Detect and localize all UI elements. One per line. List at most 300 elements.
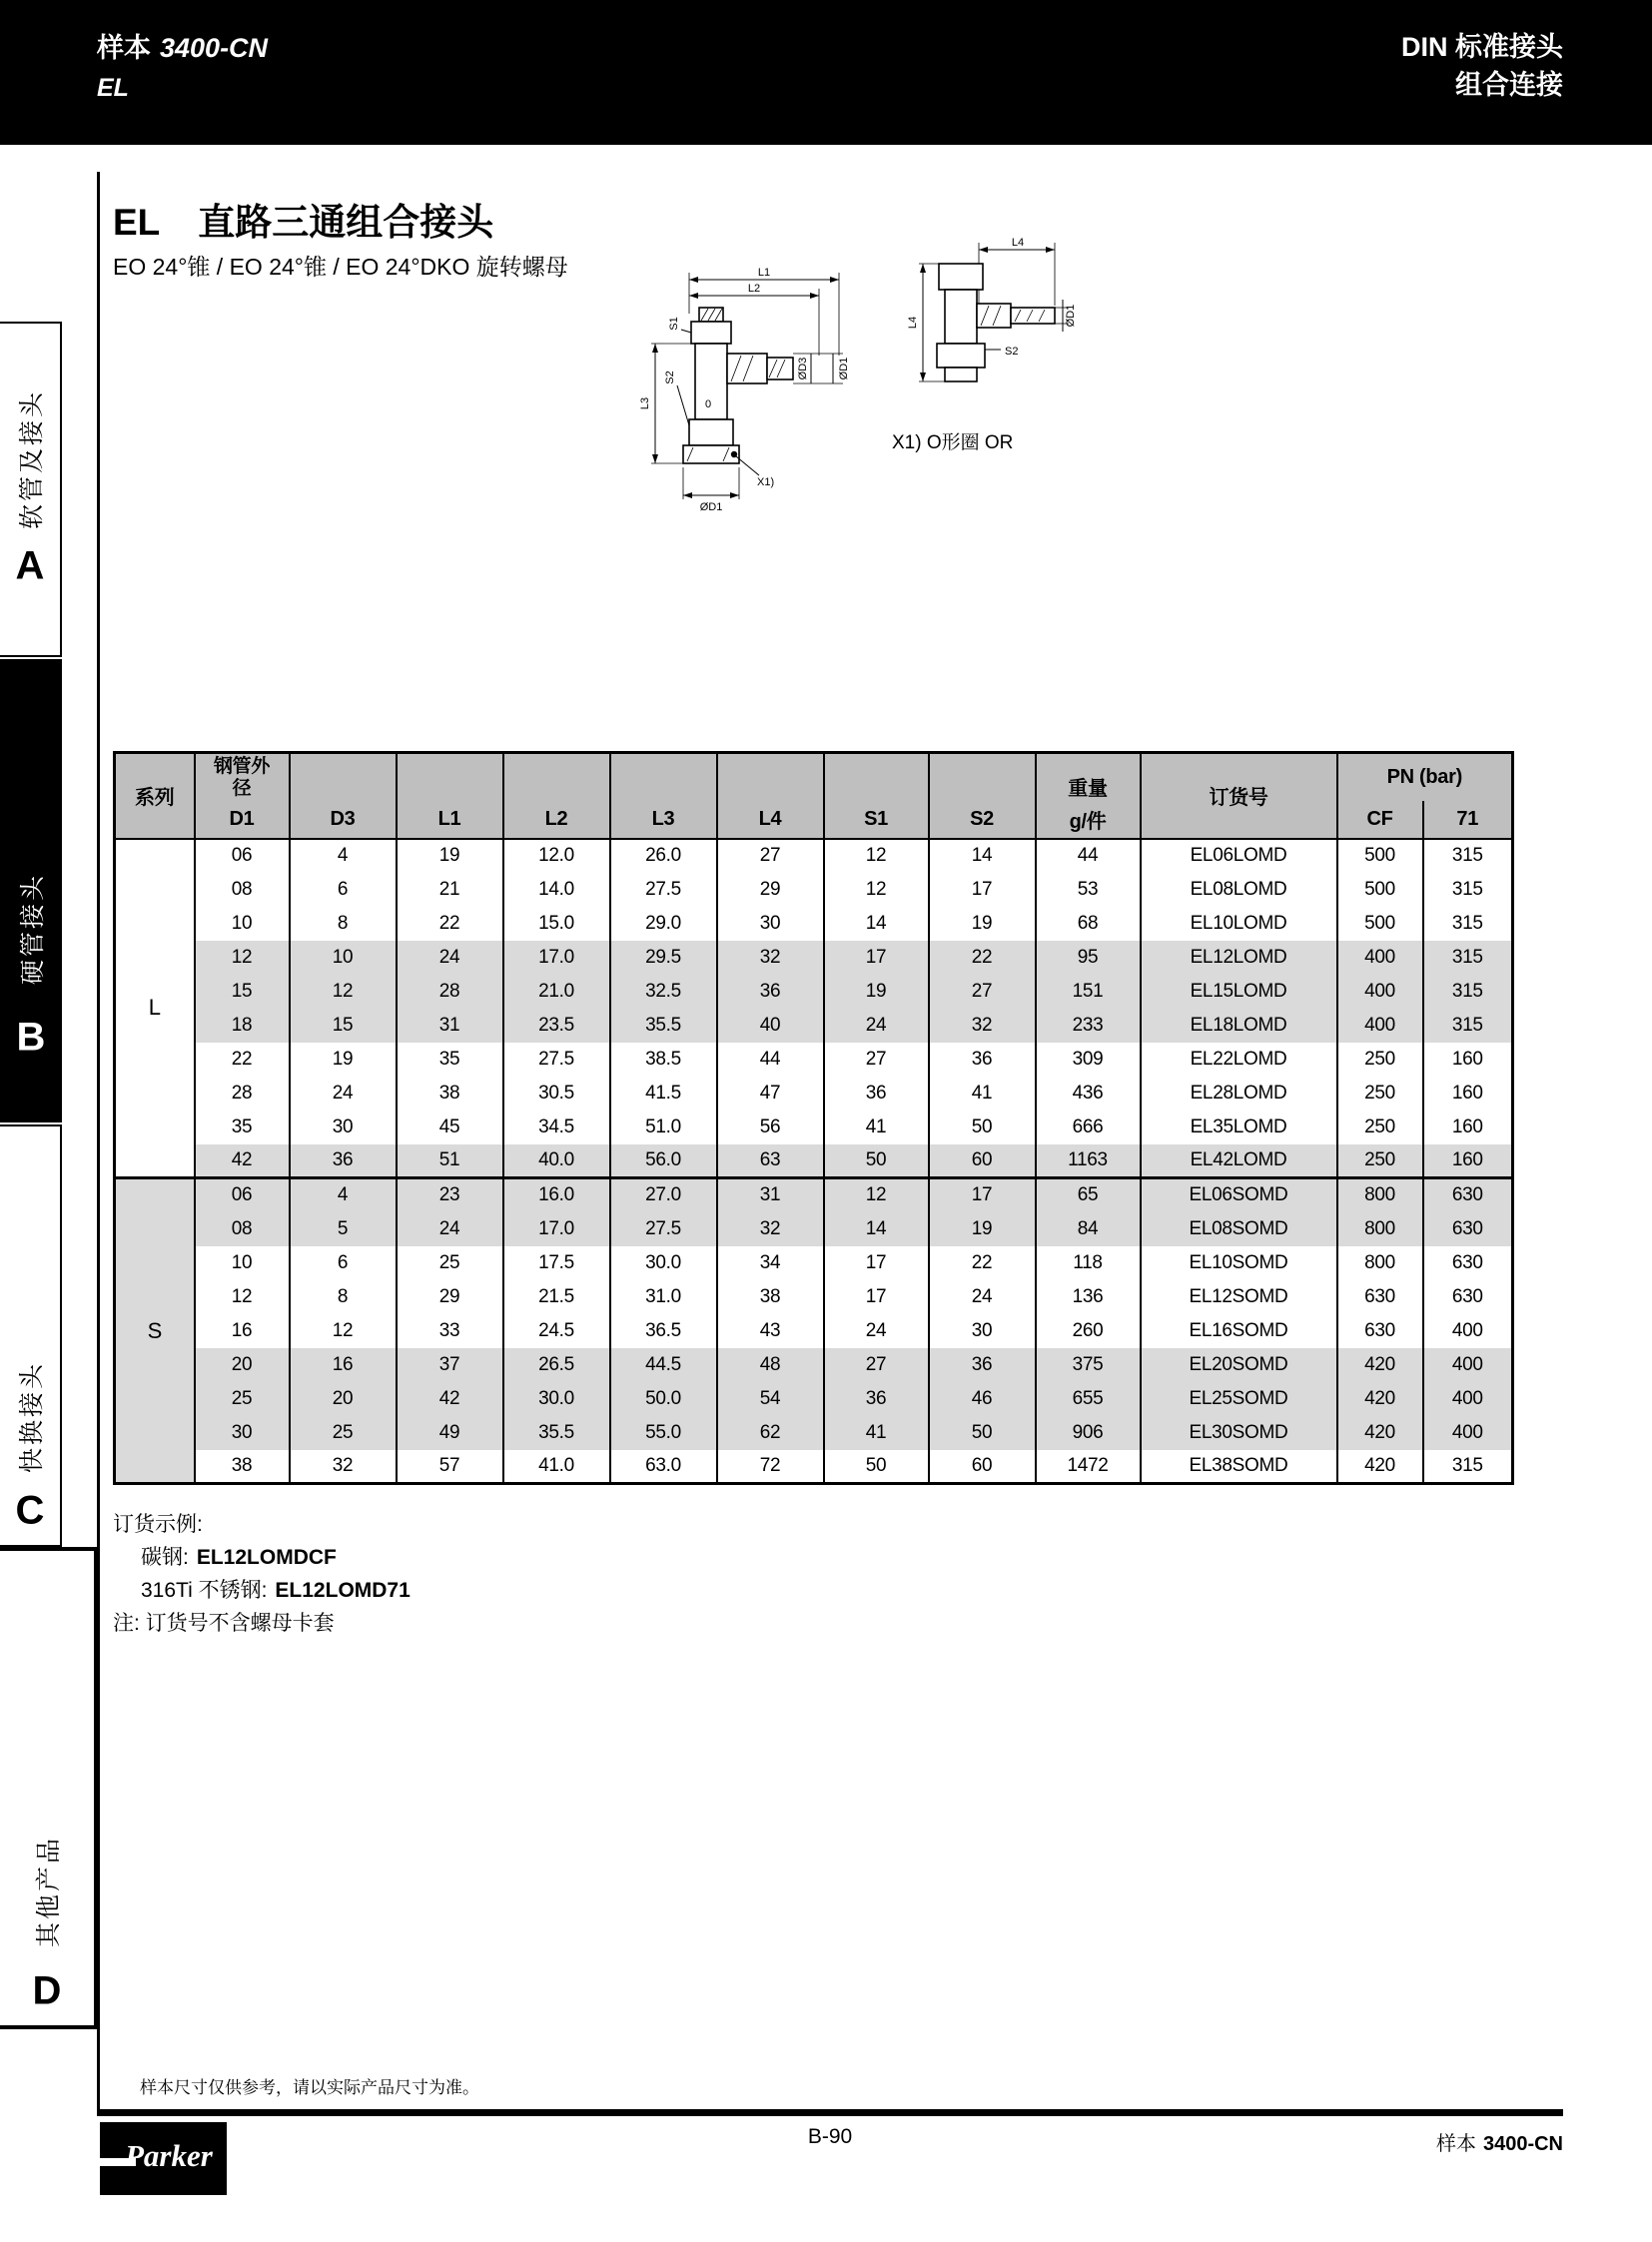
table-cell: 62 (717, 1416, 824, 1450)
part-number-cell: EL30SOMD (1141, 1416, 1337, 1450)
col-header-l3: L3 (610, 801, 717, 839)
dim-label-d3: ØD3 (797, 357, 809, 380)
table-cell: 160 (1423, 1111, 1513, 1144)
col-header-weight-unit: g/件 (1036, 801, 1141, 839)
table-row (115, 907, 1513, 941)
table-cell: 60 (929, 1450, 1036, 1484)
table-cell: 27 (717, 839, 824, 873)
table-cell: 65 (1036, 1178, 1141, 1212)
table-cell: 29 (397, 1280, 503, 1314)
ordering-remark: 注: 订货号不含螺母卡套 (113, 1612, 335, 1635)
table-cell: 12 (290, 975, 397, 1009)
table-cell: 17.0 (503, 941, 610, 975)
table-cell: 42 (195, 1144, 290, 1178)
table-cell: 630 (1423, 1280, 1513, 1314)
table-cell: 420 (1337, 1416, 1423, 1450)
table-cell: 20 (195, 1348, 290, 1382)
dim-label-l4-left: L4 (907, 316, 919, 330)
col-header-spacer (717, 753, 824, 801)
table-cell: 8 (290, 907, 397, 941)
table-cell: 44 (717, 1043, 824, 1077)
table-cell: 22 (929, 1246, 1036, 1280)
part-number-cell: EL22LOMD (1141, 1043, 1337, 1077)
table-cell: 1163 (1036, 1144, 1141, 1178)
table-cell: 43 (717, 1314, 824, 1348)
table-cell: 118 (1036, 1246, 1141, 1280)
part-number-cell: EL10LOMD (1141, 907, 1337, 941)
dim-label-d1-bottom: ØD1 (699, 501, 723, 512)
table-cell: 19 (824, 975, 929, 1009)
sidebar-tab-label: 快换接头 (18, 1360, 46, 1474)
table-cell: 20 (290, 1382, 397, 1416)
table-cell: 315 (1423, 1450, 1513, 1484)
table-cell: 36 (717, 975, 824, 1009)
table-cell: 10 (290, 941, 397, 975)
table-cell: 16 (290, 1348, 397, 1382)
table-row (115, 941, 1513, 975)
table-row (115, 839, 1513, 873)
table-cell: 21.5 (503, 1280, 610, 1314)
part-number-cell: EL08LOMD (1141, 873, 1337, 907)
table-row (115, 1077, 1513, 1111)
col-header-pn-cf: CF (1337, 801, 1423, 839)
col-header-spacer (610, 753, 717, 801)
table-cell: 53 (1036, 873, 1141, 907)
spec-table-body (115, 839, 1513, 1484)
table-cell: 27.5 (610, 1212, 717, 1246)
table-cell: 84 (1036, 1212, 1141, 1246)
table-cell: 32 (290, 1450, 397, 1484)
table-cell: 26.5 (503, 1348, 610, 1382)
header-right-line1: DIN 标准接头 (1401, 32, 1563, 62)
table-cell: 250 (1337, 1144, 1423, 1178)
table-cell: 24 (290, 1077, 397, 1111)
table-cell: 655 (1036, 1382, 1141, 1416)
table-cell: 68 (1036, 907, 1141, 941)
table-cell: 19 (397, 839, 503, 873)
table-cell: 630 (1337, 1280, 1423, 1314)
col-header-spacer (503, 753, 610, 801)
table-row (115, 1348, 1513, 1382)
table-cell: 30.5 (503, 1077, 610, 1111)
table-cell: 315 (1423, 975, 1513, 1009)
table-cell: 41.5 (610, 1077, 717, 1111)
table-cell: 315 (1423, 907, 1513, 941)
table-cell: 800 (1337, 1212, 1423, 1246)
table-cell: 32.5 (610, 975, 717, 1009)
part-number-cell: EL16SOMD (1141, 1314, 1337, 1348)
dim-label-l1: L1 (757, 268, 771, 279)
table-row (115, 1111, 1513, 1144)
footer-catalog-label: 样本 (1435, 2133, 1476, 2155)
part-number-cell: EL12SOMD (1141, 1280, 1337, 1314)
col-header-part-no: 订货号 (1141, 753, 1337, 839)
ordering-example-carbon (113, 1541, 411, 1574)
sidebar-tab-A (0, 322, 62, 657)
table-cell: 22 (397, 907, 503, 941)
table-cell: 22 (195, 1043, 290, 1077)
table-cell: 56.0 (610, 1144, 717, 1178)
table-cell: 160 (1423, 1043, 1513, 1077)
table-cell: 55.0 (610, 1416, 717, 1450)
table-cell: 250 (1337, 1111, 1423, 1144)
table-cell: 6 (290, 1246, 397, 1280)
table-cell: 16 (195, 1314, 290, 1348)
part-number-cell: EL18LOMD (1141, 1009, 1337, 1043)
table-cell: 38 (195, 1450, 290, 1484)
table-header-row-1 (115, 753, 1513, 801)
col-header-s2: S2 (929, 801, 1036, 839)
page-subtitle: EO 24°锥 / EO 24°锥 / EO 24°DKO 旋转螺母 (113, 254, 568, 280)
table-cell: 50 (824, 1450, 929, 1484)
table-cell: 17 (929, 873, 1036, 907)
table-cell: 500 (1337, 839, 1423, 873)
sidebar-tab-B (0, 659, 62, 1122)
table-cell: 42 (397, 1382, 503, 1416)
table-cell: 44.5 (610, 1348, 717, 1382)
table-cell: 17.5 (503, 1246, 610, 1280)
dim-label-s2: S2 (664, 371, 676, 384)
table-cell: 30 (929, 1314, 1036, 1348)
table-cell: 36 (929, 1043, 1036, 1077)
table-cell: 250 (1337, 1043, 1423, 1077)
table-cell: 16.0 (503, 1178, 610, 1212)
logo-text: Parker (125, 2138, 213, 2173)
table-cell: 375 (1036, 1348, 1141, 1382)
table-row (115, 1246, 1513, 1280)
table-cell: 436 (1036, 1077, 1141, 1111)
table-cell: 420 (1337, 1450, 1423, 1484)
ordering-example-title: 订货示例: (113, 1513, 203, 1536)
table-cell: 63.0 (610, 1450, 717, 1484)
sidebar-tab-label: 软管及接头 (18, 388, 46, 530)
table-cell: 41 (929, 1077, 1036, 1111)
table-cell: 800 (1337, 1178, 1423, 1212)
table-cell: 51.0 (610, 1111, 717, 1144)
table-cell: 400 (1423, 1348, 1513, 1382)
sidebar-tab-letter: D (32, 1968, 62, 2013)
carbon-steel-label: 碳钢: (141, 1546, 189, 1569)
table-cell: 46 (929, 1382, 1036, 1416)
part-number-cell: EL38SOMD (1141, 1450, 1337, 1484)
table-cell: 34 (717, 1246, 824, 1280)
main-fitting-drawing (611, 268, 861, 512)
table-cell: 315 (1423, 839, 1513, 873)
table-cell: 41 (824, 1111, 929, 1144)
table-cell: 08 (195, 1212, 290, 1246)
o-ring-caption: X1) O形圈 OR (892, 432, 1014, 453)
table-cell: 36.5 (610, 1314, 717, 1348)
table-cell: 309 (1036, 1043, 1141, 1077)
footer-catalog-code: 3400-CN (1482, 2133, 1563, 2155)
table-cell: 12 (195, 1280, 290, 1314)
catalog-code: 3400-CN (160, 33, 269, 63)
table-cell: 906 (1036, 1416, 1141, 1450)
table-cell: 14 (824, 907, 929, 941)
table-cell: 36 (824, 1382, 929, 1416)
table-cell: 12.0 (503, 839, 610, 873)
sidebar-tab-label: 硬管接头 (19, 872, 47, 986)
table-cell: 31 (717, 1178, 824, 1212)
table-cell: 38 (717, 1280, 824, 1314)
sidebar-tab-D (0, 1547, 98, 2029)
col-header-l2: L2 (503, 801, 610, 839)
sidebar-tab-C (0, 1124, 62, 1547)
table-cell: 8 (290, 1280, 397, 1314)
part-number-cell: EL20SOMD (1141, 1348, 1337, 1382)
table-cell: 45 (397, 1111, 503, 1144)
table-cell: 41.0 (503, 1450, 610, 1484)
carbon-steel-part: EL12LOMDCF (196, 1546, 337, 1569)
table-cell: 35 (195, 1111, 290, 1144)
catalog-label: 样本 (97, 33, 151, 63)
table-cell: 30 (717, 907, 824, 941)
table-cell: 24 (397, 1212, 503, 1246)
dim-label-s1: S1 (668, 317, 680, 331)
dim-label-l4-top: L4 (1011, 238, 1025, 249)
body-mark-zero: 0 (704, 398, 712, 410)
table-cell: 14 (929, 839, 1036, 873)
table-cell: 54 (717, 1382, 824, 1416)
part-number-cell: EL12LOMD (1141, 941, 1337, 975)
part-number-cell: EL08SOMD (1141, 1212, 1337, 1246)
table-row (115, 1280, 1513, 1314)
col-header-d3: D3 (290, 801, 397, 839)
table-cell: 420 (1337, 1382, 1423, 1416)
table-cell: 800 (1337, 1246, 1423, 1280)
table-cell: 12 (824, 1178, 929, 1212)
header-right-line2: 组合连接 (1455, 70, 1563, 100)
table-cell: 47 (717, 1077, 824, 1111)
series-cell-L: L (115, 839, 195, 1178)
table-cell: 21 (397, 873, 503, 907)
table-cell: 19 (929, 1212, 1036, 1246)
table-cell: 27 (929, 975, 1036, 1009)
dim-label-l2: L2 (747, 283, 761, 295)
footer-catalog (1436, 2127, 1563, 2156)
table-cell: 30.0 (610, 1246, 717, 1280)
table-cell: 22 (929, 941, 1036, 975)
header-left (97, 26, 268, 103)
table-cell: 15.0 (503, 907, 610, 941)
table-cell: 17.0 (503, 1212, 610, 1246)
table-cell: 27 (824, 1348, 929, 1382)
table-row (115, 975, 1513, 1009)
table-cell: 151 (1036, 975, 1141, 1009)
col-header-d1: D1 (195, 801, 290, 839)
table-cell: 23.5 (503, 1009, 610, 1043)
part-number-cell: EL25SOMD (1141, 1382, 1337, 1416)
table-cell: 06 (195, 1178, 290, 1212)
table-cell: 60 (929, 1144, 1036, 1178)
table-cell: 10 (195, 907, 290, 941)
model-code: EL (97, 74, 129, 102)
table-cell: 630 (1423, 1178, 1513, 1212)
table-cell: 27.5 (610, 873, 717, 907)
table-cell: 30.0 (503, 1382, 610, 1416)
col-header-spacer (929, 753, 1036, 801)
table-cell: 30 (195, 1416, 290, 1450)
table-cell: 28 (397, 975, 503, 1009)
table-cell: 57 (397, 1450, 503, 1484)
page-header (0, 0, 1652, 145)
table-cell: 400 (1423, 1382, 1513, 1416)
table-cell: 40.0 (503, 1144, 610, 1178)
table-row (115, 1009, 1513, 1043)
table-cell: 500 (1337, 873, 1423, 907)
table-cell: 420 (1337, 1348, 1423, 1382)
table-cell: 17 (824, 941, 929, 975)
table-cell: 12 (824, 873, 929, 907)
table-cell: 50 (929, 1111, 1036, 1144)
table-row (115, 1212, 1513, 1246)
table-cell: 48 (717, 1348, 824, 1382)
table-cell: 17 (929, 1178, 1036, 1212)
table-cell: 25 (290, 1416, 397, 1450)
table-cell: 17 (824, 1280, 929, 1314)
col-header-pn: PN (bar) (1337, 753, 1513, 801)
table-cell: 400 (1423, 1314, 1513, 1348)
table-cell: 23 (397, 1178, 503, 1212)
table-cell: 29.0 (610, 907, 717, 941)
table-cell: 400 (1337, 941, 1423, 975)
table-cell: 1472 (1036, 1450, 1141, 1484)
table-cell: 24 (824, 1009, 929, 1043)
table-row (115, 1043, 1513, 1077)
table-cell: 160 (1423, 1144, 1513, 1178)
table-cell: 44 (1036, 839, 1141, 873)
table-cell: 19 (929, 907, 1036, 941)
table-cell: 160 (1423, 1077, 1513, 1111)
table-cell: 32 (717, 941, 824, 975)
table-cell: 24.5 (503, 1314, 610, 1348)
table-cell: 630 (1423, 1246, 1513, 1280)
table-cell: 666 (1036, 1111, 1141, 1144)
table-cell: 51 (397, 1144, 503, 1178)
table-cell: 27 (824, 1043, 929, 1077)
table-cell: 17 (824, 1246, 929, 1280)
table-cell: 35.5 (610, 1009, 717, 1043)
catalog-title (97, 26, 268, 65)
title-name: 直路三通组合接头 (198, 202, 494, 243)
col-header-spacer (824, 753, 929, 801)
table-cell: 35.5 (503, 1416, 610, 1450)
table-cell: 37 (397, 1348, 503, 1382)
table-cell: 4 (290, 1178, 397, 1212)
table-cell: 40 (717, 1009, 824, 1043)
part-number-cell: EL42LOMD (1141, 1144, 1337, 1178)
col-header-tube-od: 钢管外径 (195, 753, 290, 801)
table-cell: 29.5 (610, 941, 717, 975)
ordering-notes (113, 1508, 411, 1640)
sidebar-tab-letter: A (15, 543, 45, 588)
table-cell: 630 (1423, 1212, 1513, 1246)
table-cell: 31.0 (610, 1280, 717, 1314)
table-cell: 19 (290, 1043, 397, 1077)
table-row (115, 1314, 1513, 1348)
footer-rule (97, 2109, 1563, 2116)
table-cell: 25 (397, 1246, 503, 1280)
part-number-cell: EL06LOMD (1141, 839, 1337, 873)
dim-label-s2-side: S2 (1005, 346, 1019, 358)
label-x1: X1) (757, 476, 775, 488)
col-header-weight: 重量 (1036, 753, 1141, 801)
dim-label-l3: L3 (639, 396, 651, 410)
table-cell: 315 (1423, 1009, 1513, 1043)
table-cell: 50.0 (610, 1382, 717, 1416)
table-cell: 36 (290, 1144, 397, 1178)
table-cell: 49 (397, 1416, 503, 1450)
table-cell: 32 (929, 1009, 1036, 1043)
title-code: EL (113, 202, 161, 243)
col-header-l4: L4 (717, 801, 824, 839)
table-cell: 136 (1036, 1280, 1141, 1314)
table-cell: 32 (717, 1212, 824, 1246)
table-cell: 27.0 (610, 1178, 717, 1212)
col-header-spacer (290, 753, 397, 801)
table-cell: 29 (717, 873, 824, 907)
table-cell: 260 (1036, 1314, 1141, 1348)
table-cell: 315 (1423, 941, 1513, 975)
table-cell: 30 (290, 1111, 397, 1144)
spec-table (113, 751, 1514, 1485)
table-cell: 12 (824, 839, 929, 873)
col-header-spacer (397, 753, 503, 801)
table-cell: 15 (290, 1009, 397, 1043)
table-cell: 38.5 (610, 1043, 717, 1077)
table-cell: 50 (929, 1416, 1036, 1450)
col-header-s1: S1 (824, 801, 929, 839)
table-cell: 35 (397, 1043, 503, 1077)
table-cell: 33 (397, 1314, 503, 1348)
table-cell: 400 (1423, 1416, 1513, 1450)
table-cell: 36 (929, 1348, 1036, 1382)
table-row (115, 1178, 1513, 1212)
table-cell: 26.0 (610, 839, 717, 873)
table-cell: 315 (1423, 873, 1513, 907)
table-cell: 31 (397, 1009, 503, 1043)
part-number-cell: EL06SOMD (1141, 1178, 1337, 1212)
ordering-example-stainless (113, 1574, 411, 1607)
table-row (115, 1144, 1513, 1178)
stainless-part: EL12LOMD71 (275, 1579, 411, 1602)
table-cell: 72 (717, 1450, 824, 1484)
table-row (115, 1450, 1513, 1484)
table-cell: 63 (717, 1144, 824, 1178)
part-number-cell: EL28LOMD (1141, 1077, 1337, 1111)
part-number-cell: EL35LOMD (1141, 1111, 1337, 1144)
table-cell: 38 (397, 1077, 503, 1111)
table-cell: 95 (1036, 941, 1141, 975)
table-cell: 5 (290, 1212, 397, 1246)
table-cell: 6 (290, 873, 397, 907)
table-cell: 14 (824, 1212, 929, 1246)
table-cell: 15 (195, 975, 290, 1009)
table-cell: 21.0 (503, 975, 610, 1009)
table-row (115, 873, 1513, 907)
side-fitting-drawing (887, 238, 1077, 437)
page-title (113, 192, 493, 246)
table-cell: 56 (717, 1111, 824, 1144)
table-cell: 400 (1337, 975, 1423, 1009)
col-header-pn-71: 71 (1423, 801, 1513, 839)
table-cell: 36 (824, 1077, 929, 1111)
table-cell: 233 (1036, 1009, 1141, 1043)
page-number: B-90 (807, 2125, 853, 2148)
table-cell: 500 (1337, 907, 1423, 941)
table-cell: 400 (1337, 1009, 1423, 1043)
table-cell: 34.5 (503, 1111, 610, 1144)
